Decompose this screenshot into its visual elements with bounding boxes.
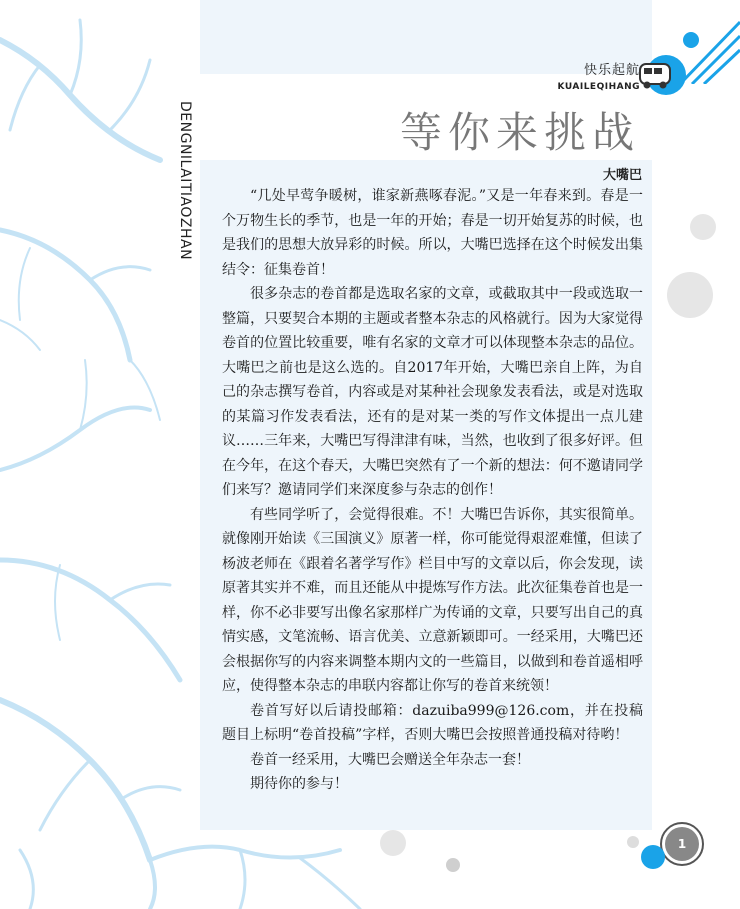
gray-dot xyxy=(690,214,716,240)
paragraph: “几处早莺争暖树，谁家新燕啄春泥。”又是一年春来到。春是一个万物生长的季节，也是一年的开始；春是一切开始复苏的时候，也是我们的思想大放异彩的时候。所以，大嘴巴选择在这个时候发出集结令：征集卷首！ xyxy=(222,188,643,278)
paragraph: 有些同学听了，会觉得很难。不！大嘴巴告诉你，其实很简单。就像刚开始读《三国演义》原著一样，你可能觉得艰涩难懂，但读了杨波老师在《跟着名著学写作》栏目中写的文章以后，你会发现，读原著其实并不难，而且还能从中提炼写作方法。此次征集卷首也是一样，你不必非要写出像名家那样广为传诵的文章，只要写出自己的真情实感，文笔流畅、语言优美、立意新颖即可。一经采用，大嘴巴还会根据你写的内容来调整本期内文的一些篇目，以做到和卷首遥相呼应，使得整本杂志的串联内容都让你写的卷首来统领！ xyxy=(222,506,643,694)
gray-dot xyxy=(446,858,460,872)
blue-dot xyxy=(641,845,665,869)
bus-icon xyxy=(636,54,686,96)
gray-dot xyxy=(667,272,713,318)
section-title-en: KUAILEQIHANG xyxy=(557,82,640,92)
paragraph: 卷首一经采用，大嘴巴会赠送全年杂志一套！ xyxy=(250,751,530,768)
paragraph: 期待你的参与！ xyxy=(250,776,348,792)
gray-dot xyxy=(380,830,406,856)
paragraph: 很多杂志的卷首都是选取名家的文章，或截取其中一段或选取一整篇，只要契合本期的主题或者整本杂志的风格就行。因为大家觉得卷首的位置比较重要，唯有名家的文章才可以体现整本杂志的品位。大嘴巴之前也是这么选的。自2017年开始，大嘴巴亲自上阵，为自己的杂志撰写卷首，内容或是对某种社会现象发表看法，或是对选取的某篇习作发表看法，还有的是对某一类的写作文体提出一点儿建议……三年来，大嘴巴写得津津有味，当然，也收到了很多好评。但在今年，在这个春天，大嘴巴突然有了一个新的想法：何不邀请同学们来写？邀请同学们来深度参与杂志的创作！ xyxy=(222,286,643,498)
section-title-cn: 快乐起航 xyxy=(583,63,640,78)
vertical-section-title: DENGNILAITIAOZHAN xyxy=(177,101,193,261)
blue-dot xyxy=(683,32,699,48)
page-number: 1 xyxy=(665,827,699,861)
gray-dot xyxy=(627,836,639,848)
article-title: 等你来挑战 xyxy=(400,108,641,157)
article-body xyxy=(222,184,643,797)
article-author: 大嘴巴 xyxy=(602,168,642,183)
paragraph: 卷首写好以后请投邮箱：dazuiba999@126.com，并在投稿题目上标明“卷首投稿”字样，否则大嘴巴会按照普通投稿对待哟！ xyxy=(222,702,643,743)
section-title xyxy=(558,59,640,92)
